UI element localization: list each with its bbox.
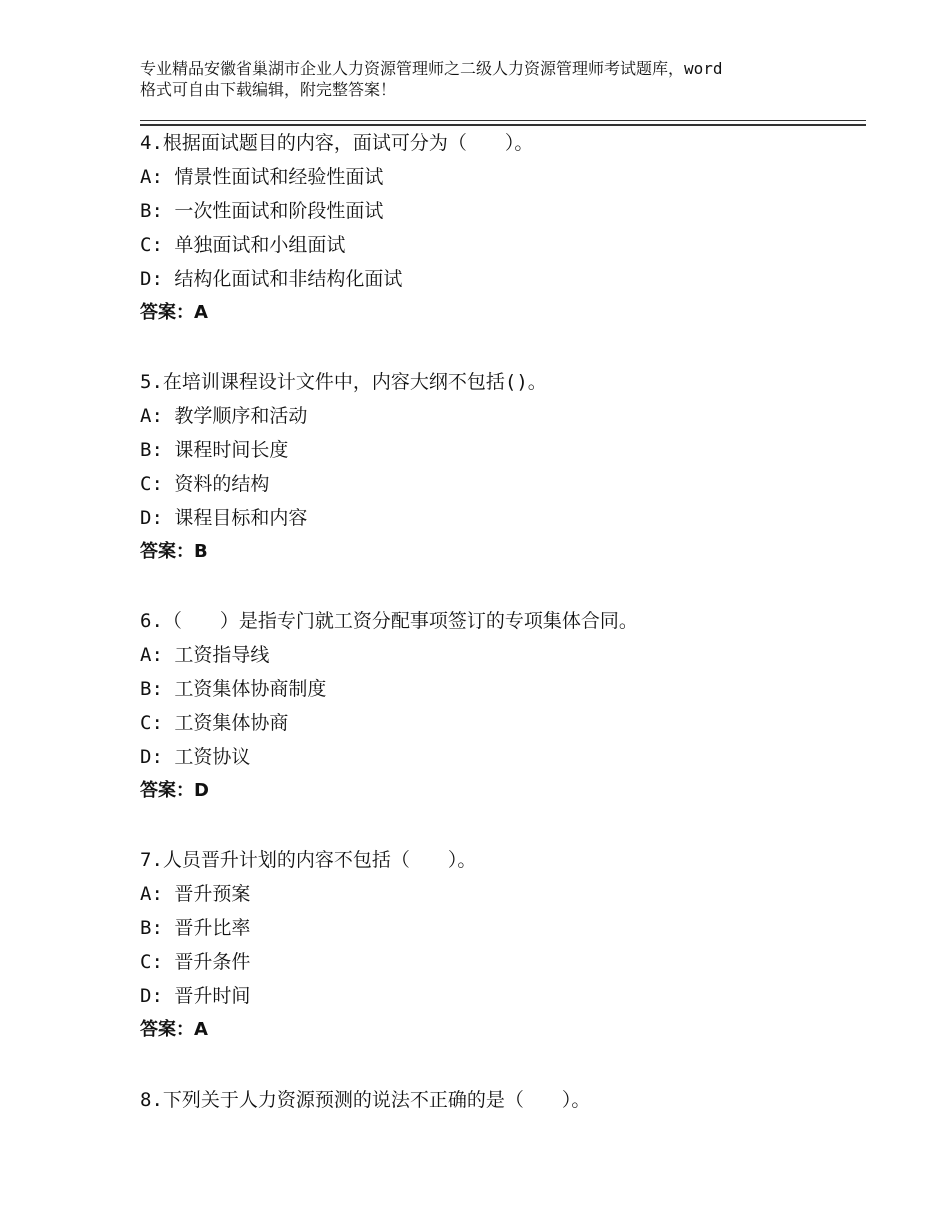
option-d: D: 结构化面试和非结构化面试 (140, 268, 403, 290)
question-stem: 5.在培训课程设计文件中，内容大纲不包括()。 (140, 371, 547, 393)
question-8 (140, 1083, 860, 1117)
question-7 (140, 843, 860, 1047)
answer: 答案：D (140, 780, 209, 801)
question-stem: 6.（ ）是指专门就工资分配事项签订的专项集体合同。 (140, 610, 638, 632)
header-line-1: 专业精品安徽省巢湖市企业人力资源管理师之二级人力资源管理师考试题库，word (140, 59, 723, 78)
option-b: B: 课程时间长度 (140, 439, 289, 461)
option-d: D: 课程目标和内容 (140, 507, 308, 529)
question-5 (140, 365, 860, 569)
option-a: A: 工资指导线 (140, 644, 270, 666)
option-a: A: 晋升预案 (140, 883, 251, 905)
option-b: B: 晋升比率 (140, 917, 251, 939)
question-stem: 8.下列关于人力资源预测的说法不正确的是（ ）。 (140, 1089, 591, 1111)
question-stem: 4.根据面试题目的内容，面试可分为（ ）。 (140, 132, 534, 154)
header-line-2: 格式可自由下载编辑，附完整答案！ (140, 80, 397, 99)
option-c: C: 单独面试和小组面试 (140, 234, 346, 256)
option-b: B: 工资集体协商制度 (140, 678, 327, 700)
answer: 答案：B (140, 541, 208, 562)
question-4 (140, 126, 860, 330)
option-d: D: 工资协议 (140, 746, 251, 768)
answer: 答案：A (140, 1019, 208, 1040)
option-c: C: 工资集体协商 (140, 712, 289, 734)
option-c: C: 资料的结构 (140, 473, 270, 495)
question-stem: 7.人员晋升计划的内容不包括（ ）。 (140, 849, 477, 871)
option-d: D: 晋升时间 (140, 985, 251, 1007)
answer: 答案：A (140, 302, 208, 323)
option-a: A: 教学顺序和活动 (140, 405, 308, 427)
option-c: C: 晋升条件 (140, 951, 251, 973)
header-rule-thin (140, 120, 866, 121)
option-a: A: 情景性面试和经验性面试 (140, 166, 384, 188)
question-6 (140, 604, 860, 808)
option-b: B: 一次性面试和阶段性面试 (140, 200, 384, 222)
document-header (140, 58, 830, 100)
